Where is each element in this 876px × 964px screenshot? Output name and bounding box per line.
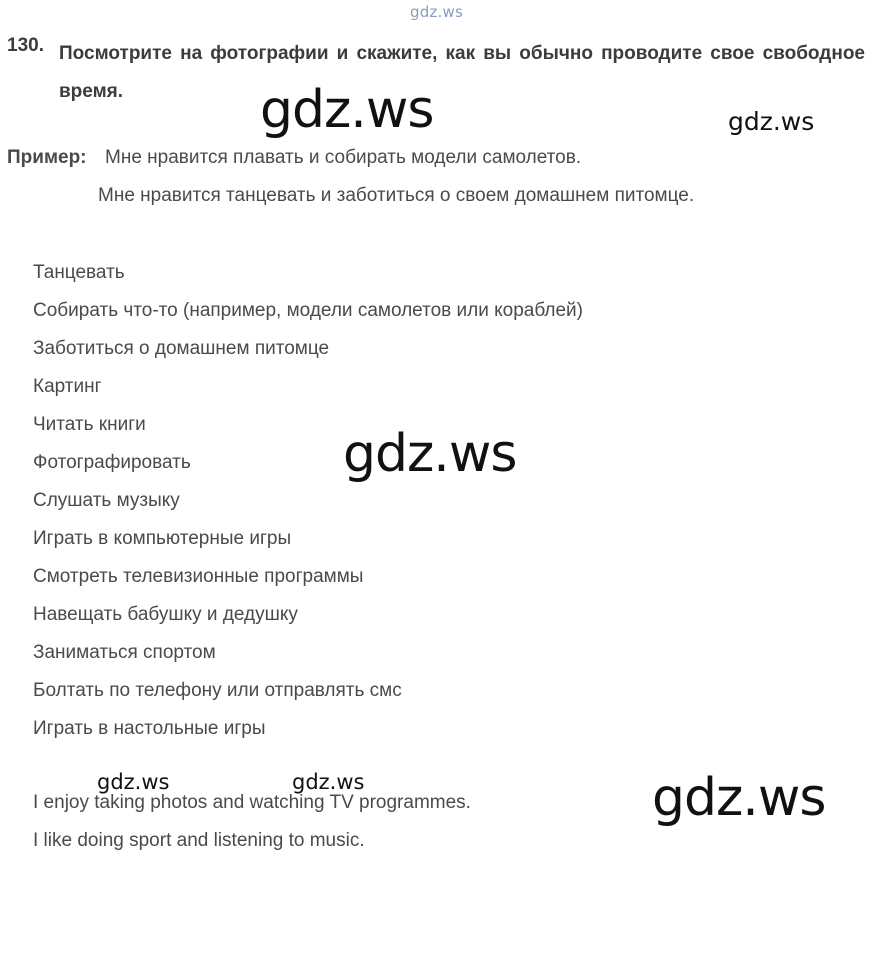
activity-item: Болтать по телефону или отправлять смс — [33, 680, 402, 701]
activity-item: Смотреть телевизионные программы — [33, 566, 364, 587]
activity-item: Заниматься спортом — [33, 642, 216, 663]
example-label: Пример: — [7, 147, 87, 168]
activity-item: Читать книги — [33, 414, 146, 435]
activity-list — [33, 260, 583, 754]
activity-item: Навещать бабушку и дедушку — [33, 604, 298, 625]
watermark-top: gdz.ws — [410, 3, 463, 21]
watermark-small: gdz.ws — [292, 770, 365, 794]
activity-item: Картинг — [33, 376, 102, 397]
activity-item: Слушать музыку — [33, 490, 180, 511]
watermark-large: gdz.ws — [260, 80, 434, 140]
activity-item: Танцевать — [33, 262, 125, 283]
watermark-large: gdz.ws — [652, 768, 826, 828]
watermark-large: gdz.ws — [343, 424, 517, 484]
watermark-small: gdz.ws — [97, 770, 170, 794]
activity-item: Заботиться о домашнем питомце — [33, 338, 330, 359]
activity-item: Играть в настольные игры — [33, 718, 266, 739]
activity-item: Играть в компьютерные игры — [33, 528, 292, 549]
task-number: 130. — [7, 35, 44, 56]
watermark-small: gdz.ws — [728, 107, 815, 136]
activity-item: Фотографировать — [33, 452, 191, 473]
answer-sentence-1: I enjoy taking photos and watching TV programmes. — [33, 792, 471, 813]
activity-item: Собирать что-то (например, модели самолетов или кораблей) — [33, 300, 583, 321]
task-instruction: Посмотрите на фотографии и скажите, как вы обычно проводите свое свободное время. — [59, 43, 865, 102]
example-sentence-2: Мне нравится танцевать и заботиться о своем домашнем питомце. — [98, 185, 695, 206]
answer-sentence-2: I like doing sport and listening to music. — [33, 830, 365, 851]
example-sentence-1: Мне нравится плавать и собирать модели самолетов. — [105, 147, 582, 168]
